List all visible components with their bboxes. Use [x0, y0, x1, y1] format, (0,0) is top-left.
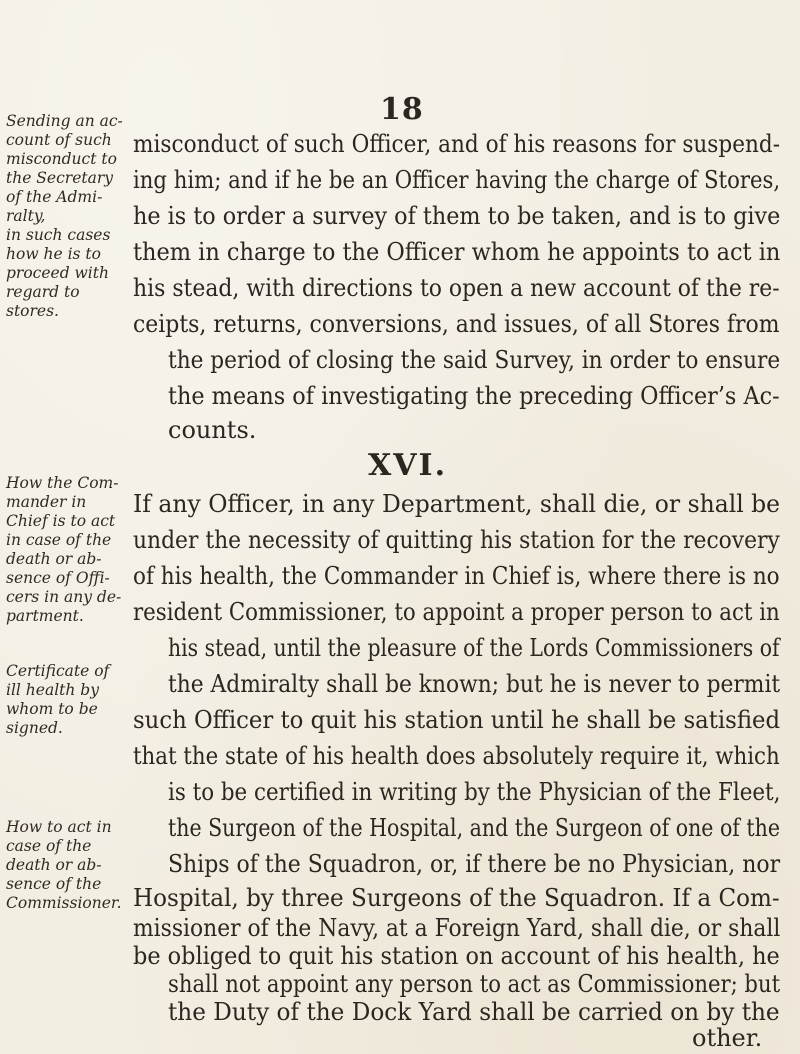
body-line: other.	[692, 1024, 763, 1052]
body-line: Hospital, by three Surgeons of the Squadron. If a Com-	[133, 884, 780, 912]
body-line: counts.	[168, 416, 257, 444]
margin-note-commissioner: How to act in case of the death or ab- sence of the Commissioner.	[6, 818, 122, 912]
margin-note-sending-account: Sending an ac- count of such misconduct to the Secretary of the Admi- ralty, in such cases how he is to proceed with regard to stores.	[6, 112, 123, 320]
body-line: the Surgeon of the Hospital, and the Surgeon of one of the	[168, 814, 781, 842]
margin-note-certificate: Certificate of ill health by whom to be signed.	[6, 662, 110, 737]
body-line: ing him; and if he be an Officer having the charge of Stores,	[133, 166, 781, 194]
body-line: them in charge to the Officer whom he appoints to act in	[133, 238, 781, 266]
section-heading: XVI.	[368, 448, 448, 483]
margin-note-commander-in-chief: How the Com- mander in Chief is to act in case of the death or ab- sence of Offi- cers in any de- partment.	[6, 474, 122, 625]
page-number: 18	[380, 92, 424, 127]
body-line: shall not appoint any person to act as Commissioner; but	[168, 970, 781, 998]
body-line: his stead, until the pleasure of the Lords Commissioners of	[168, 634, 780, 662]
body-line: he is to order a survey of them to be taken, and is to give	[133, 202, 781, 230]
body-line: misconduct of such Officer, and of his reasons for suspend-	[133, 130, 781, 158]
body-line: be obliged to quit his station on account of his health, he	[133, 942, 780, 970]
body-line: that the state of his health does absolutely require it, which	[133, 742, 780, 770]
body-line: missioner of the Navy, at a Foreign Yard, shall die, or shall	[133, 914, 781, 942]
body-line: If any Officer, in any Department, shall die, or shall be	[133, 490, 781, 518]
body-line: the period of closing the said Survey, in order to ensure	[168, 346, 781, 374]
body-line: the Admiralty shall be known; but he is never to permit	[168, 670, 781, 698]
body-line: Ships of the Squadron, or, if there be no Physician, nor	[168, 850, 781, 878]
body-line: ceipts, returns, conversions, and issues, of all Stores from	[133, 310, 780, 338]
body-line: the means of investigating the preceding Officer’s Ac-	[168, 382, 780, 410]
body-line: under the necessity of quitting his station for the recovery	[133, 526, 780, 554]
body-line: his stead, with directions to open a new account of the re-	[133, 274, 780, 302]
body-line: resident Commissioner, to appoint a proper person to act in	[133, 598, 780, 626]
body-line: is to be certified in writing by the Physician of the Fleet,	[168, 778, 781, 806]
body-line: of his health, the Commander in Chief is, where there is no	[133, 562, 780, 590]
body-line: such Officer to quit his station until he shall be satisfied	[133, 706, 781, 734]
body-line: the Duty of the Dock Yard shall be carried on by the	[168, 998, 780, 1026]
